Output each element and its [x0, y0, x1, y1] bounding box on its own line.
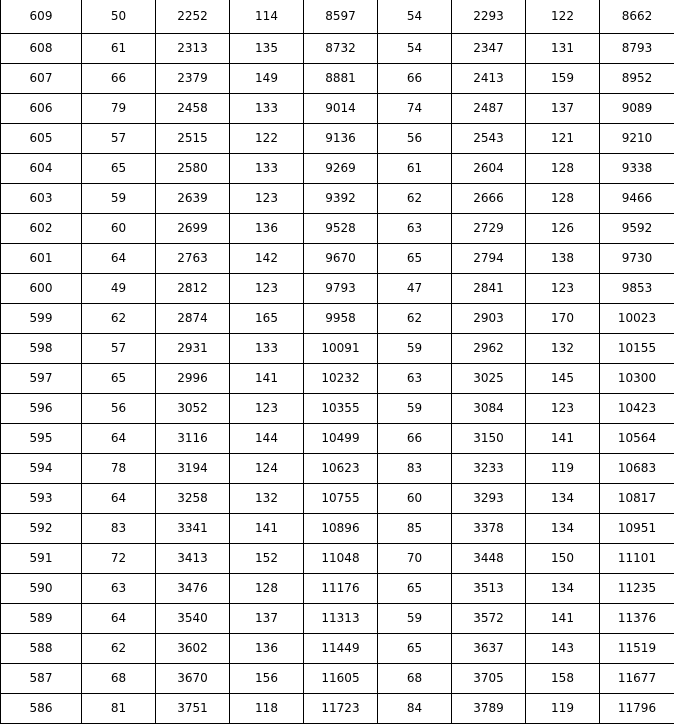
- table-cell: 159: [526, 64, 600, 94]
- table-cell: 60: [82, 214, 156, 244]
- table-cell: 2413: [452, 64, 526, 94]
- table-cell: 10683: [600, 454, 674, 484]
- table-cell: 2515: [156, 124, 230, 154]
- table-cell: 2729: [452, 214, 526, 244]
- table-row: [1, 124, 674, 154]
- table-cell: 143: [526, 634, 600, 664]
- table-cell: 608: [1, 34, 82, 64]
- table-cell: 134: [526, 574, 600, 604]
- table-cell: 9730: [600, 244, 674, 274]
- table-cell: 9793: [304, 274, 378, 304]
- table-cell: 2841: [452, 274, 526, 304]
- table-cell: 137: [230, 604, 304, 634]
- table-cell: 2487: [452, 94, 526, 124]
- table-cell: 3572: [452, 604, 526, 634]
- table-cell: 68: [378, 664, 452, 694]
- table-cell: 142: [230, 244, 304, 274]
- table-cell: 606: [1, 94, 82, 124]
- table-cell: 10232: [304, 364, 378, 394]
- table-cell: 65: [378, 634, 452, 664]
- table-cell: 589: [1, 604, 82, 634]
- table-cell: 47: [378, 274, 452, 304]
- table-cell: 123: [230, 274, 304, 304]
- table-cell: 65: [378, 244, 452, 274]
- table-cell: 598: [1, 334, 82, 364]
- table-cell: 10951: [600, 514, 674, 544]
- table-cell: 10423: [600, 394, 674, 424]
- table-cell: 170: [526, 304, 600, 334]
- table-cell: 74: [378, 94, 452, 124]
- table-cell: 8952: [600, 64, 674, 94]
- table-cell: 10155: [600, 334, 674, 364]
- table-cell: 128: [230, 574, 304, 604]
- table-cell: 64: [82, 604, 156, 634]
- table-cell: 57: [82, 334, 156, 364]
- table-row: [1, 34, 674, 64]
- table-cell: 10023: [600, 304, 674, 334]
- table-cell: 141: [526, 604, 600, 634]
- table-cell: 65: [82, 364, 156, 394]
- table-cell: 156: [230, 664, 304, 694]
- table-cell: 119: [526, 694, 600, 724]
- table-cell: 123: [526, 274, 600, 304]
- table-cell: 152: [230, 544, 304, 574]
- table-cell: 600: [1, 274, 82, 304]
- table-row: [1, 94, 674, 124]
- table-cell: 9014: [304, 94, 378, 124]
- table-cell: 59: [82, 184, 156, 214]
- table-cell: 3052: [156, 394, 230, 424]
- table-cell: 145: [526, 364, 600, 394]
- table-cell: 165: [230, 304, 304, 334]
- table-cell: 2812: [156, 274, 230, 304]
- table-cell: 592: [1, 514, 82, 544]
- table-cell: 128: [526, 154, 600, 184]
- table-row: [1, 334, 674, 364]
- table-cell: 10355: [304, 394, 378, 424]
- table-cell: 131: [526, 34, 600, 64]
- table-cell: 60: [378, 484, 452, 514]
- table-cell: 9089: [600, 94, 674, 124]
- table-cell: 59: [378, 604, 452, 634]
- table-cell: 609: [1, 0, 82, 34]
- table-cell: 10755: [304, 484, 378, 514]
- table-cell: 11519: [600, 634, 674, 664]
- table-cell: 83: [378, 454, 452, 484]
- table-cell: 141: [526, 424, 600, 454]
- table-cell: 56: [82, 394, 156, 424]
- table-row: [1, 64, 674, 94]
- table-cell: 595: [1, 424, 82, 454]
- table-cell: 65: [82, 154, 156, 184]
- table-cell: 64: [82, 484, 156, 514]
- table-cell: 3670: [156, 664, 230, 694]
- table-cell: 54: [378, 0, 452, 34]
- table-cell: 2252: [156, 0, 230, 34]
- table-cell: 141: [230, 364, 304, 394]
- table-cell: 2763: [156, 244, 230, 274]
- table-cell: 61: [378, 154, 452, 184]
- table-row: [1, 304, 674, 334]
- table-cell: 2604: [452, 154, 526, 184]
- table-cell: 137: [526, 94, 600, 124]
- table-cell: 63: [378, 214, 452, 244]
- table-cell: 81: [82, 694, 156, 724]
- table-cell: 586: [1, 694, 82, 724]
- table-cell: 11723: [304, 694, 378, 724]
- table-row: [1, 634, 674, 664]
- table-cell: 596: [1, 394, 82, 424]
- table-cell: 118: [230, 694, 304, 724]
- table-cell: 602: [1, 214, 82, 244]
- table-cell: 114: [230, 0, 304, 34]
- table-cell: 2379: [156, 64, 230, 94]
- table-cell: 593: [1, 484, 82, 514]
- table-cell: 605: [1, 124, 82, 154]
- table-cell: 56: [378, 124, 452, 154]
- table-cell: 11796: [600, 694, 674, 724]
- table-cell: 63: [378, 364, 452, 394]
- table-cell: 604: [1, 154, 82, 184]
- table-cell: 54: [378, 34, 452, 64]
- table-cell: 119: [526, 454, 600, 484]
- table-row: [1, 0, 674, 34]
- table-row: [1, 364, 674, 394]
- table-cell: 3194: [156, 454, 230, 484]
- table-row: [1, 604, 674, 634]
- table-cell: 63: [82, 574, 156, 604]
- table-cell: 150: [526, 544, 600, 574]
- table-cell: 3751: [156, 694, 230, 724]
- table-cell: 64: [82, 244, 156, 274]
- table-cell: 11176: [304, 574, 378, 604]
- table-cell: 79: [82, 94, 156, 124]
- table-body: [1, 0, 674, 724]
- table-cell: 70: [378, 544, 452, 574]
- table-cell: 8881: [304, 64, 378, 94]
- table-row: [1, 274, 674, 304]
- table-cell: 132: [526, 334, 600, 364]
- table-cell: 2458: [156, 94, 230, 124]
- table-row: [1, 244, 674, 274]
- table-cell: 9338: [600, 154, 674, 184]
- table-cell: 122: [526, 0, 600, 34]
- table-cell: 59: [378, 334, 452, 364]
- table-cell: 85: [378, 514, 452, 544]
- table-cell: 57: [82, 124, 156, 154]
- table-cell: 3258: [156, 484, 230, 514]
- table-cell: 144: [230, 424, 304, 454]
- table-cell: 136: [230, 214, 304, 244]
- table-cell: 135: [230, 34, 304, 64]
- table-cell: 10817: [600, 484, 674, 514]
- table-cell: 587: [1, 664, 82, 694]
- table-cell: 3084: [452, 394, 526, 424]
- table-cell: 123: [230, 184, 304, 214]
- table-cell: 3789: [452, 694, 526, 724]
- table-cell: 122: [230, 124, 304, 154]
- table-cell: 9853: [600, 274, 674, 304]
- table-cell: 10623: [304, 454, 378, 484]
- table-cell: 2699: [156, 214, 230, 244]
- table-cell: 2962: [452, 334, 526, 364]
- table-cell: 2874: [156, 304, 230, 334]
- table-cell: 66: [378, 64, 452, 94]
- table-cell: 594: [1, 454, 82, 484]
- table-cell: 9466: [600, 184, 674, 214]
- table-cell: 68: [82, 664, 156, 694]
- table-cell: 590: [1, 574, 82, 604]
- table-row: [1, 184, 674, 214]
- table-cell: 3637: [452, 634, 526, 664]
- table-cell: 133: [230, 334, 304, 364]
- table-cell: 61: [82, 34, 156, 64]
- table-cell: 66: [82, 64, 156, 94]
- table-cell: 9136: [304, 124, 378, 154]
- table-cell: 3341: [156, 514, 230, 544]
- table-row: [1, 154, 674, 184]
- table-cell: 50: [82, 0, 156, 34]
- table-cell: 2639: [156, 184, 230, 214]
- table-cell: 62: [82, 634, 156, 664]
- table-cell: 607: [1, 64, 82, 94]
- table-cell: 2931: [156, 334, 230, 364]
- table-cell: 9269: [304, 154, 378, 184]
- table-cell: 2313: [156, 34, 230, 64]
- table-cell: 10564: [600, 424, 674, 454]
- table-cell: 84: [378, 694, 452, 724]
- table-cell: 3233: [452, 454, 526, 484]
- table-cell: 138: [526, 244, 600, 274]
- table-cell: 8732: [304, 34, 378, 64]
- table-cell: 126: [526, 214, 600, 244]
- table-cell: 83: [82, 514, 156, 544]
- table-row: [1, 424, 674, 454]
- table-cell: 2293: [452, 0, 526, 34]
- table-cell: 11235: [600, 574, 674, 604]
- table-cell: 10896: [304, 514, 378, 544]
- table-cell: 62: [378, 304, 452, 334]
- table-cell: 62: [82, 304, 156, 334]
- table-cell: 9528: [304, 214, 378, 244]
- table-cell: 3413: [156, 544, 230, 574]
- table-cell: 9958: [304, 304, 378, 334]
- table-cell: 66: [378, 424, 452, 454]
- table-cell: 72: [82, 544, 156, 574]
- table-cell: 9210: [600, 124, 674, 154]
- table-row: [1, 664, 674, 694]
- table-cell: 124: [230, 454, 304, 484]
- table-cell: 2996: [156, 364, 230, 394]
- table-cell: 64: [82, 424, 156, 454]
- table-cell: 588: [1, 634, 82, 664]
- table-cell: 591: [1, 544, 82, 574]
- table-cell: 3150: [452, 424, 526, 454]
- table-row: [1, 394, 674, 424]
- table-cell: 3116: [156, 424, 230, 454]
- table-cell: 136: [230, 634, 304, 664]
- table-cell: 158: [526, 664, 600, 694]
- table-cell: 11048: [304, 544, 378, 574]
- table-cell: 134: [526, 514, 600, 544]
- table-row: [1, 514, 674, 544]
- table-cell: 62: [378, 184, 452, 214]
- table-cell: 8597: [304, 0, 378, 34]
- table-row: [1, 484, 674, 514]
- table-cell: 78: [82, 454, 156, 484]
- table-cell: 3602: [156, 634, 230, 664]
- table-cell: 2903: [452, 304, 526, 334]
- table-cell: 9592: [600, 214, 674, 244]
- table-cell: 11313: [304, 604, 378, 634]
- table-row: [1, 574, 674, 604]
- table-cell: 599: [1, 304, 82, 334]
- table-cell: 121: [526, 124, 600, 154]
- table-cell: 134: [526, 484, 600, 514]
- table-cell: 123: [526, 394, 600, 424]
- table-cell: 49: [82, 274, 156, 304]
- table-row: [1, 454, 674, 484]
- table-cell: 601: [1, 244, 82, 274]
- table-cell: 141: [230, 514, 304, 544]
- table-cell: 9670: [304, 244, 378, 274]
- table-cell: 133: [230, 94, 304, 124]
- table-cell: 9392: [304, 184, 378, 214]
- table-cell: 3513: [452, 574, 526, 604]
- table-cell: 3540: [156, 604, 230, 634]
- table-cell: 10091: [304, 334, 378, 364]
- table-cell: 11101: [600, 544, 674, 574]
- table-cell: 132: [230, 484, 304, 514]
- table-cell: 8662: [600, 0, 674, 34]
- table-cell: 2347: [452, 34, 526, 64]
- table-cell: 11677: [600, 664, 674, 694]
- table-cell: 2580: [156, 154, 230, 184]
- table-cell: 149: [230, 64, 304, 94]
- table-cell: 10499: [304, 424, 378, 454]
- table-cell: 2794: [452, 244, 526, 274]
- table-cell: 128: [526, 184, 600, 214]
- table-cell: 3378: [452, 514, 526, 544]
- table-cell: 2543: [452, 124, 526, 154]
- table-cell: 8793: [600, 34, 674, 64]
- table-row: [1, 694, 674, 724]
- table-cell: 133: [230, 154, 304, 184]
- table-cell: 123: [230, 394, 304, 424]
- table-row: [1, 544, 674, 574]
- table-cell: 3293: [452, 484, 526, 514]
- table-cell: 603: [1, 184, 82, 214]
- table-cell: 59: [378, 394, 452, 424]
- table-cell: 3476: [156, 574, 230, 604]
- table-cell: 11449: [304, 634, 378, 664]
- table-cell: 11605: [304, 664, 378, 694]
- table-cell: 11376: [600, 604, 674, 634]
- table-cell: 3705: [452, 664, 526, 694]
- table-cell: 10300: [600, 364, 674, 394]
- table-cell: 65: [378, 574, 452, 604]
- table-cell: 2666: [452, 184, 526, 214]
- table-cell: 597: [1, 364, 82, 394]
- table-cell: 3025: [452, 364, 526, 394]
- table-row: [1, 214, 674, 244]
- table-cell: 3448: [452, 544, 526, 574]
